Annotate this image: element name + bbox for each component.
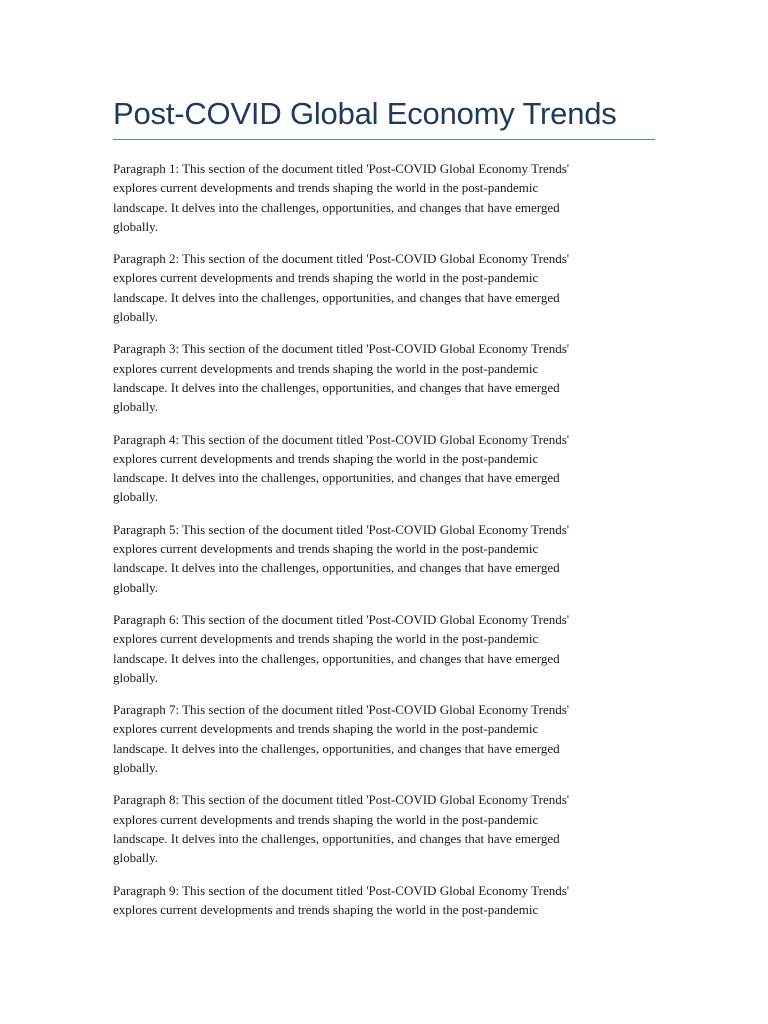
paragraph-4 [113, 430, 658, 507]
document-title: Post-COVID Global Economy Trends [113, 96, 617, 131]
paragraph-line: Paragraph 8: This section of the document titled 'Post-COVID Global Economy Trends' [113, 792, 570, 808]
paragraph-line: explores current developments and trends shaping the world in the post-pandemic [113, 721, 539, 737]
paragraph-line: explores current developments and trends shaping the world in the post-pandemic [113, 270, 539, 286]
paragraph-line: landscape. It delves into the challenges, opportunities, and changes that have emerged [113, 560, 560, 576]
paragraph-2 [113, 249, 658, 326]
paragraph-line: globally. [113, 760, 159, 776]
paragraph-3 [113, 339, 658, 416]
paragraph-line: Paragraph 7: This section of the document titled 'Post-COVID Global Economy Trends' [113, 702, 570, 718]
paragraph-6 [113, 610, 658, 687]
paragraph-line: explores current developments and trends shaping the world in the post-pandemic [113, 360, 539, 376]
paragraph-line: landscape. It delves into the challenges, opportunities, and changes that have emerged [113, 830, 560, 846]
paragraph-line: Paragraph 4: This section of the document titled 'Post-COVID Global Economy Trends' [113, 431, 570, 447]
paragraph-5 [113, 520, 658, 597]
paragraph-line: globally. [113, 218, 159, 234]
paragraph-line: explores current developments and trends shaping the world in the post-pandemic [113, 631, 539, 647]
title-underline-rule [113, 139, 655, 140]
paragraph-1 [113, 159, 658, 236]
paragraph-line: landscape. It delves into the challenges, opportunities, and changes that have emerged [113, 740, 560, 756]
paragraph-line: explores current developments and trends shaping the world in the post-pandemic [113, 541, 539, 557]
paragraph-line: landscape. It delves into the challenges, opportunities, and changes that have emerged [113, 650, 560, 666]
paragraph-line: Paragraph 5: This section of the document titled 'Post-COVID Global Economy Trends' [113, 521, 570, 537]
paragraph-line: landscape. It delves into the challenges, opportunities, and changes that have emerged [113, 289, 560, 305]
paragraph-line: landscape. It delves into the challenges, opportunities, and changes that have emerged [113, 199, 560, 215]
paragraph-line: Paragraph 6: This section of the document titled 'Post-COVID Global Economy Trends' [113, 611, 570, 627]
paragraph-line: explores current developments and trends shaping the world in the post-pandemic [113, 180, 539, 196]
paragraph-line: landscape. It delves into the challenges, opportunities, and changes that have emerged [113, 470, 560, 486]
paragraph-line: Paragraph 1: This section of the document titled 'Post-COVID Global Economy Trends' [113, 161, 570, 176]
paragraph-line: explores current developments and trends shaping the world in the post-pandemic [113, 901, 539, 917]
paragraph-line: globally. [113, 850, 159, 866]
paragraph-line: explores current developments and trends shaping the world in the post-pandemic [113, 811, 539, 827]
paragraph-line: globally. [113, 309, 159, 325]
paragraph-line: globally. [113, 399, 159, 415]
paragraph-line: globally. [113, 579, 159, 595]
paragraph-7 [113, 700, 658, 777]
paragraph-8 [113, 790, 658, 867]
document-body [113, 159, 658, 932]
paragraph-line: landscape. It delves into the challenges, opportunities, and changes that have emerged [113, 379, 560, 395]
paragraph-9 [113, 881, 658, 920]
paragraph-line: Paragraph 9: This section of the document titled 'Post-COVID Global Economy Trends' [113, 882, 570, 898]
paragraph-line: Paragraph 2: This section of the document titled 'Post-COVID Global Economy Trends' [113, 251, 570, 267]
paragraph-line: explores current developments and trends shaping the world in the post-pandemic [113, 450, 539, 466]
paragraph-line: globally. [113, 669, 159, 685]
paragraph-line: Paragraph 3: This section of the document titled 'Post-COVID Global Economy Trends' [113, 341, 570, 357]
paragraph-line: globally. [113, 489, 159, 505]
